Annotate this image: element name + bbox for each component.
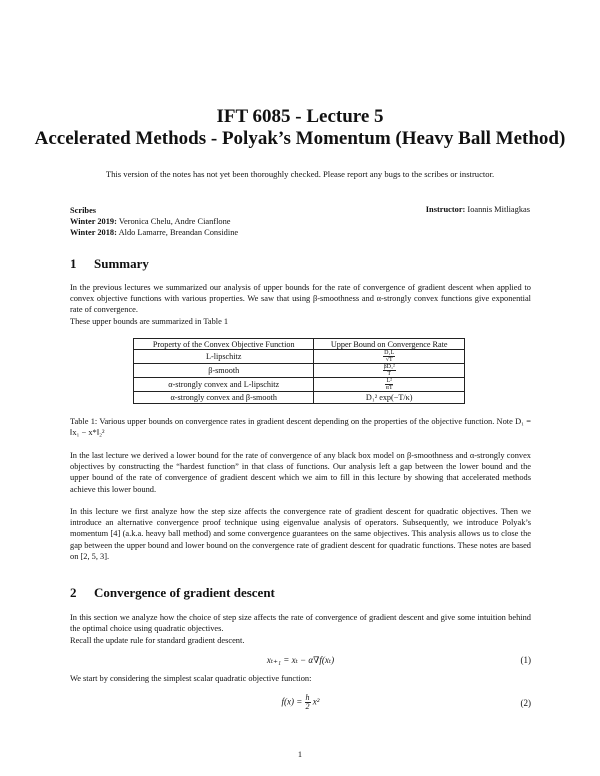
lecture-title: IFT 6085 - Lecture 5	[216, 106, 384, 127]
table-cell-bound: $\frac{\text{L²}}{\alpha T}$	[314, 378, 465, 392]
table-caption: Table 1: Various upper bounds on convergence rates in gradient descent depending on the properties of the objective function. Note D₁ = ‖x₁ − x*‖₂²	[70, 417, 531, 438]
table-row	[134, 364, 465, 378]
lecture-subtitle: Accelerated Methods - Polyak’s Momentum (Heavy Ball Method)	[34, 128, 566, 149]
table-cell-bound: $\frac{\text{D₁L}}{√T}$	[314, 350, 465, 364]
table-cell-property: L-lipschitz	[134, 350, 314, 364]
table-header-bound: Upper Bound on Convergence Rate	[314, 339, 465, 350]
convergence-bounds-table	[133, 338, 465, 404]
equation-2-number: (2)	[520, 698, 531, 708]
scribes-winter-2018: Winter 2018: Aldo Lamarre, Breandan Considine	[70, 228, 239, 237]
table-cell-property: α-strongly convex and β-smooth	[134, 392, 314, 404]
table-row	[134, 350, 465, 364]
table-header-row	[134, 339, 465, 350]
summary-paragraph-2: In the last lecture we derived a lower bound for the rate of convergence of any black box model on β-smoothness and α-strongly convex objectives by constructing the “hardest function” in that class of functions. Our analysis left a gap between the lower bound and the upper bound of the rate of convergence of gradient descent which we aim to fill in this lecture by showing that accelerated methods achieve this lower bound.	[70, 451, 531, 494]
table-cell-bound: $\frac{\text{βD₁²}}{T}$	[314, 364, 465, 378]
summary-paragraph-3: In this lecture we first analyze how the step size affects the convergence rate of gradient descent for quadratic objectives. Then we introduce an alternative convergence proof technique using eigenvalue analysis of operators. Subsequently, we introduce Polyak’s momentum [4] (a.k.a. heavy ball method) and some convergence guarantees on the same objectives. This analysis allows us to close the gap between the upper bound and lower bound on the convergence rate of gradient descent for quadratic functions. These notes are based on [2, 5, 3].	[70, 507, 531, 561]
table-cell-bound: D₁² exp(−T/κ)	[314, 392, 465, 404]
convergence-paragraph-update-rule: Recall the update rule for standard gradient descent.	[70, 636, 245, 645]
equation-2: f(x) = $\frac{h}{2}$ x² (2)	[281, 693, 531, 711]
instructor: Instructor: Ioannis Mitliagkas	[425, 205, 530, 214]
draft-note: This version of the notes has not yet been thoroughly checked. Please report any bugs to the scribes or instructor.	[105, 169, 495, 179]
table-row	[134, 378, 465, 392]
summary-paragraph-1: In the previous lectures we summarized our analysis of upper bounds for the rate of convergence of gradient descent when applied to convex objective functions with various properties. We saw that using β-smoothness and α-strongly convex functions give exponential rate of convergence.	[70, 283, 531, 315]
table-row	[134, 392, 465, 404]
scribes-heading: Scribes	[70, 206, 97, 215]
section-heading-convergence: 2 Convergence of gradient descent	[70, 585, 275, 600]
table-cell-property: β-smooth	[134, 364, 314, 378]
page-number: 1	[297, 750, 303, 759]
table-cell-property: α-strongly convex and L-lipschitz	[134, 378, 314, 392]
equation-1-number: (1)	[520, 655, 531, 665]
summary-paragraph-table-ref: These upper bounds are summarized in Table 1	[70, 317, 229, 326]
scribes-winter-2019: Winter 2019: Veronica Chelu, Andre Cianflone	[70, 217, 231, 226]
table-header-property: Property of the Convex Objective Function	[134, 339, 314, 350]
section-heading-summary: 1 Summary	[70, 256, 149, 271]
convergence-paragraph-1: In this section we analyze how the choice of step size affects the rate of convergence of gradient descent and give some intuition behind the optimal choice using quadratic objectives.	[70, 613, 531, 634]
equation-1-body: xₜ₊₁ = xₜ − α∇f(xₜ)	[266, 655, 335, 665]
convergence-paragraph-2: We start by considering the simplest scalar quadratic objective function:	[70, 674, 312, 683]
